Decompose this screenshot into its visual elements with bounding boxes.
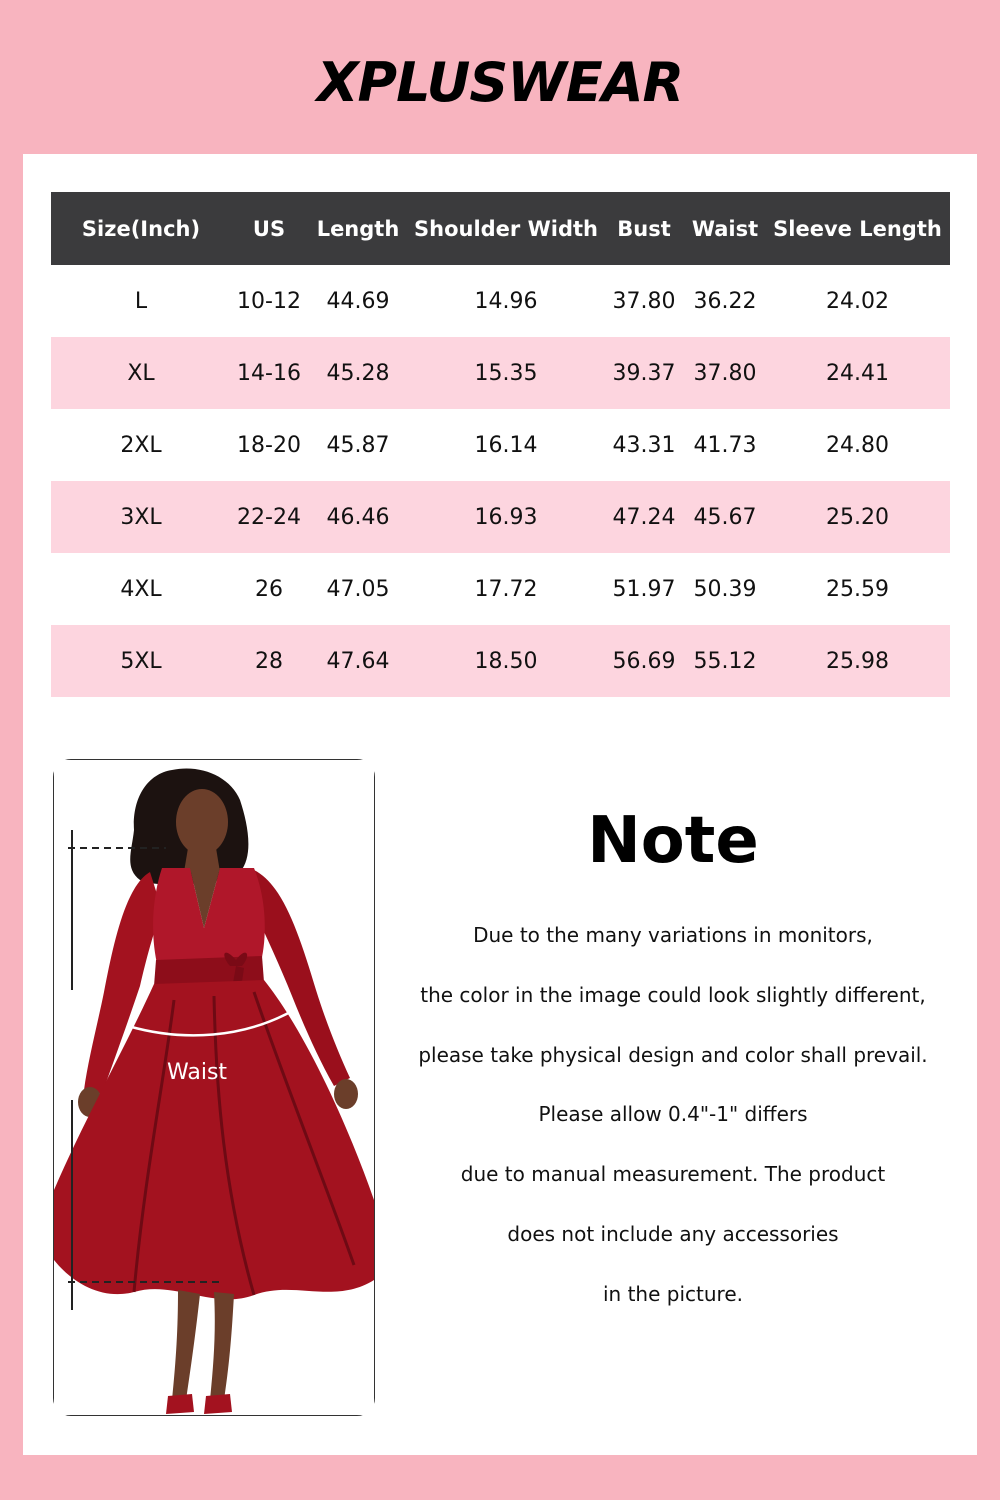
- cell-us: 10-12: [237, 288, 301, 314]
- waist-label: Waist: [167, 1060, 228, 1085]
- cell-waist: 55.12: [685, 625, 765, 697]
- note-line: the color in the image could look slightly different,: [420, 982, 926, 1007]
- table-row: [51, 553, 950, 625]
- cell-shoulder-width: 18.50: [409, 625, 603, 697]
- cell-shoulder-width: 16.93: [409, 481, 603, 553]
- note-line: Please allow 0.4"-1" differs: [538, 1102, 808, 1127]
- table-row: [51, 337, 950, 409]
- cell-sleeve-length: 24.80: [826, 432, 889, 458]
- cell-shoulder-width: 17.72: [474, 576, 538, 602]
- table-header-row: [51, 192, 950, 265]
- cell-waist: 50.39: [693, 576, 757, 602]
- cell-size: 4XL: [120, 576, 162, 602]
- header-size: Size(Inch): [51, 192, 231, 265]
- length-label: Length: [30, 1020, 54, 1089]
- cell-length: 47.05: [326, 576, 390, 602]
- note-line: please take physical design and color shall prevail.: [418, 1042, 928, 1067]
- cell-length: 44.69: [326, 288, 390, 314]
- cell-bust: 37.80: [612, 288, 676, 314]
- cell-size: XL: [51, 337, 231, 409]
- cell-waist: 36.22: [693, 288, 757, 314]
- cell-size: 3XL: [51, 481, 231, 553]
- brand-header: [0, 40, 1000, 120]
- cell-sleeve-length: 24.41: [765, 337, 950, 409]
- header-shoulder-width: Shoulder Width: [409, 192, 603, 265]
- cell-sleeve-length: 25.20: [765, 481, 950, 553]
- cell-us: 26: [255, 576, 283, 602]
- note-line: Due to the many variations in monitors,: [473, 923, 873, 947]
- brand-name: XPLUSWEAR: [316, 51, 684, 114]
- note-title: Note: [587, 804, 759, 878]
- header-us: US: [231, 192, 307, 265]
- size-chart-panel: [23, 154, 977, 1455]
- header-sleeve-length: Sleeve Length: [765, 192, 950, 265]
- cell-bust: 51.97: [612, 576, 676, 602]
- cell-us: 28: [231, 625, 307, 697]
- cell-waist: 37.80: [685, 337, 765, 409]
- cell-sleeve-length: 25.59: [826, 576, 889, 602]
- cell-sleeve-length: 25.98: [765, 625, 950, 697]
- header-bust: Bust: [603, 192, 685, 265]
- cell-length: 45.28: [307, 337, 409, 409]
- cell-bust: 39.37: [603, 337, 685, 409]
- cell-size: L: [134, 288, 148, 314]
- cell-us: 22-24: [231, 481, 307, 553]
- cell-shoulder-width: 16.14: [474, 432, 538, 458]
- size-table: [51, 192, 950, 697]
- note-line: in the picture.: [603, 1281, 743, 1306]
- cell-waist: 45.67: [685, 481, 765, 553]
- brand-logo: [290, 45, 710, 115]
- header-waist: Waist: [685, 192, 765, 265]
- cell-length: 46.46: [307, 481, 409, 553]
- dress-illustration: [54, 760, 374, 1415]
- cell-bust: 47.24: [603, 481, 685, 553]
- cell-size: 5XL: [51, 625, 231, 697]
- note-line: does not include any accessories: [507, 1221, 839, 1246]
- cell-shoulder-width: 14.96: [474, 288, 538, 314]
- cell-shoulder-width: 15.35: [409, 337, 603, 409]
- table-row: [51, 625, 950, 697]
- note-line: due to manual measurement. The product: [460, 1162, 886, 1187]
- table-row: [51, 265, 950, 337]
- cell-us: 14-16: [231, 337, 307, 409]
- cell-waist: 41.73: [693, 432, 757, 458]
- header-length: Length: [307, 192, 409, 265]
- table-row: [51, 481, 950, 553]
- cell-size: 2XL: [120, 432, 162, 458]
- table-row: [51, 409, 950, 481]
- cell-bust: 56.69: [603, 625, 685, 697]
- cell-sleeve-length: 24.02: [826, 288, 889, 314]
- note-text: [395, 906, 951, 1325]
- cell-length: 45.87: [326, 432, 390, 458]
- model-photo: [30, 759, 375, 1416]
- cell-length: 47.64: [307, 625, 409, 697]
- cell-us: 18-20: [237, 432, 301, 458]
- cell-bust: 43.31: [612, 432, 676, 458]
